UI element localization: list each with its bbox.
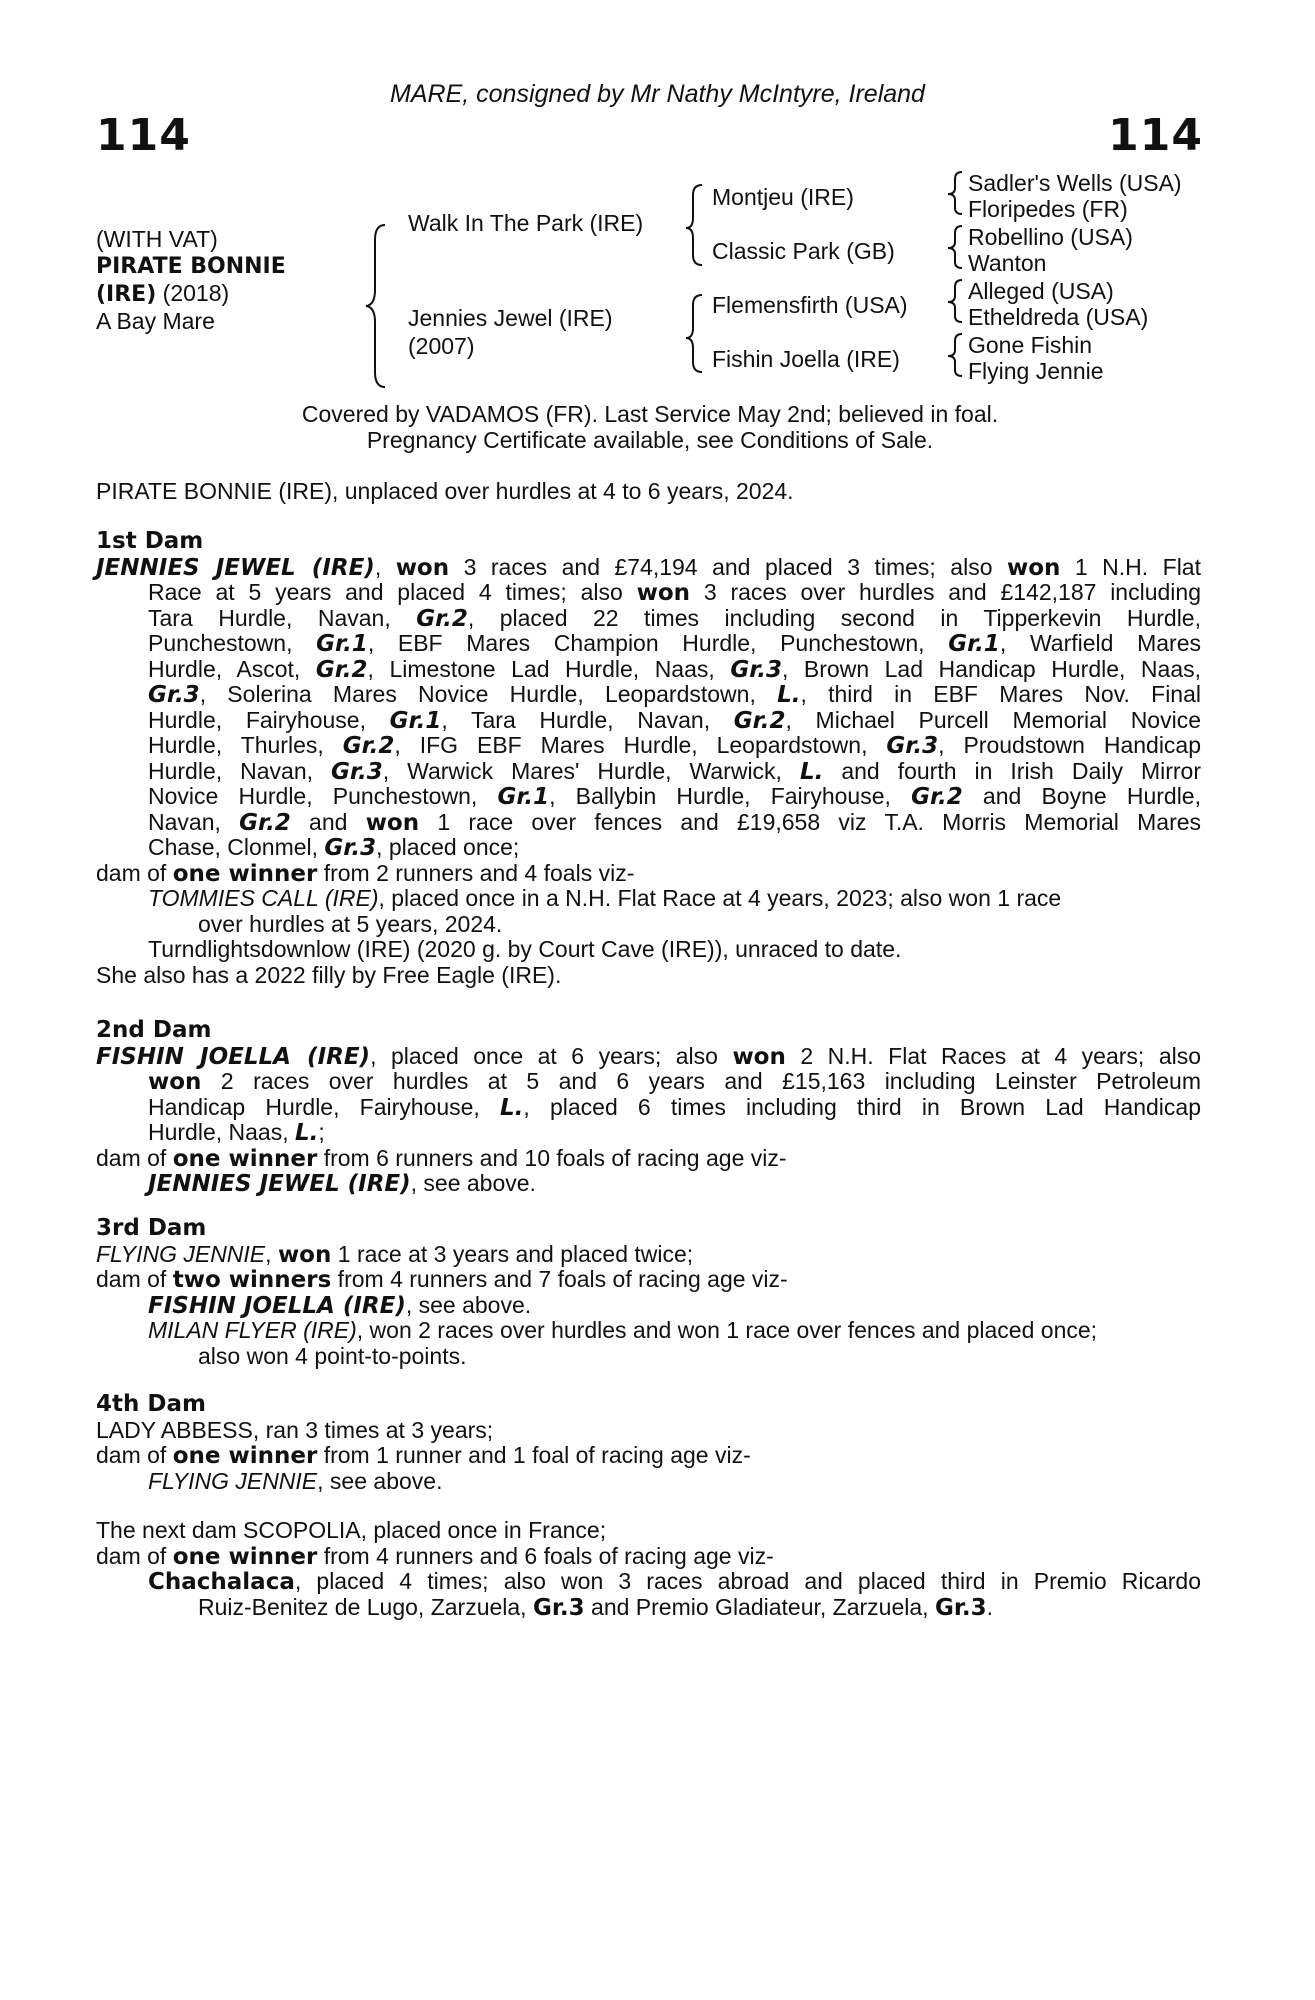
grade-label: Gr.2 (342, 733, 395, 759)
winner-count: one winner (172, 1145, 318, 1172)
text-fragment: , see above. (410, 1170, 536, 1196)
second-dam-heading: 2nd Dam (96, 1017, 212, 1043)
gen4-brace-3 (948, 280, 962, 322)
text-fragment: , Proudstown Handicap (938, 732, 1202, 758)
grade-label: Gr.2 (315, 656, 368, 683)
progeny-entry (96, 1469, 1201, 1495)
text-fragment: dam of (96, 859, 173, 886)
text-fragment: , placed 6 times including third in Brown Lad Handicap (523, 1093, 1201, 1120)
text-fragment: Ruiz-Benitez de Lugo, Zarzuela, (198, 1593, 533, 1620)
text-fragment: dam of (96, 1442, 173, 1468)
progeny-entry (96, 1171, 1201, 1197)
second-dam-progeny-summary (96, 1146, 1201, 1172)
text-fragment: Navan, (148, 808, 240, 835)
first-dam-line (96, 733, 1201, 759)
grade-label: Gr.3 (331, 758, 383, 785)
grade-label: Gr.3 (934, 1594, 987, 1621)
text-fragment: , Warwick Mares' Hurdle, Warwick, (382, 757, 800, 784)
pedigree-gen4-2: Floripedes (FR) (968, 196, 1128, 222)
first-dam-line (96, 657, 1201, 683)
horse-name: PIRATE BONNIE (96, 254, 286, 279)
pedigree-dam-year: (2007) (408, 333, 475, 359)
fourth-dam-section (96, 1392, 1201, 1494)
text-fragment: , see above. (405, 1291, 532, 1318)
next-dam-progeny-summary (96, 1544, 1201, 1570)
second-dam-line (96, 1120, 1201, 1146)
text-fragment: Punchestown, (148, 630, 317, 656)
text-fragment: dam of (96, 1542, 173, 1569)
horse-country: (IRE) (96, 282, 157, 307)
text-fragment: ; (318, 1119, 325, 1145)
text-fragment: Handicap Hurdle, Fairyhouse, (148, 1093, 500, 1120)
text-fragment: , EBF Mares Champion Hurdle, Punchestown, (367, 630, 949, 656)
covered-line-1: Covered by VADAMOS (FR). Last Service May 2nd; believed in foal. (301, 401, 999, 427)
won-label: won (365, 809, 420, 836)
third-dam-progeny-summary (96, 1267, 1201, 1293)
text-fragment: Tara Hurdle, Navan, (148, 604, 417, 631)
grade-label: Gr.3 (730, 656, 782, 683)
progeny-entry (96, 886, 1201, 912)
progeny-name: FISHIN JOELLA (IRE) (148, 1292, 406, 1319)
winner-count: two winners (172, 1267, 332, 1293)
text-fragment: and Premio Gladiateur, Zarzuela, (584, 1593, 935, 1620)
text-fragment: 2 N.H. Flat Races at 4 years; also (785, 1042, 1202, 1069)
text-fragment: , see above. (317, 1467, 443, 1494)
progeny-name: TOMMIES CALL (IRE) (148, 885, 379, 911)
text-fragment: , Limestone Lad Hurdle, Naas, (367, 655, 731, 682)
progeny-entry (96, 1293, 1201, 1319)
text-fragment: , placed once at 6 years; also (370, 1042, 733, 1069)
winner-count: one winner (172, 860, 318, 887)
first-dam-line (96, 784, 1201, 810)
winner-count: one winner (172, 1543, 318, 1570)
text-fragment: Hurdle, Fairyhouse, (148, 706, 390, 733)
text-fragment: , Ballybin Hurdle, Fairyhouse, (549, 783, 912, 809)
first-dam-line (96, 606, 1201, 632)
listed-label: L. (500, 1094, 524, 1121)
pedigree-gen4-1: Sadler's Wells (USA) (968, 170, 1182, 196)
listed-label: L. (799, 758, 824, 785)
text-fragment: Novice Hurdle, Punchestown, (148, 783, 498, 809)
first-dam-heading: 1st Dam (96, 528, 204, 554)
text-fragment: , (265, 1240, 278, 1267)
fourth-dam-line: LADY ABBESS, ran 3 times at 3 years; (96, 1416, 494, 1443)
first-dam-line (96, 580, 1201, 606)
won-label: won (636, 580, 691, 606)
pedigree-dam-sire: Flemensfirth (USA) (712, 292, 908, 318)
pedigree-gen4-7: Gone Fishin (968, 332, 1093, 358)
text-fragment: , Solerina Mares Novice Hurdle, Leopardstown, (199, 681, 778, 707)
grade-label: Gr.3 (886, 733, 939, 759)
text-fragment: 1 race at 3 years and placed twice; (331, 1240, 694, 1267)
first-dam-line (96, 759, 1201, 785)
text-fragment: Chase, Clonmel, (148, 834, 325, 860)
won-label: won (395, 554, 450, 581)
third-dam-section (96, 1216, 1201, 1369)
text-fragment: . (986, 1593, 994, 1620)
progeny-name: MILAN FLYER (IRE) (148, 1317, 357, 1343)
text-fragment: and fourth in Irish Daily Mirror (823, 757, 1201, 784)
progeny-name: Chachalaca (148, 1569, 295, 1595)
progeny-name: JENNIES JEWEL (IRE) (148, 1171, 411, 1197)
main-brace (366, 225, 385, 387)
first-dam-line (96, 708, 1201, 734)
won-label: won (1006, 554, 1061, 581)
second-dam-section (96, 1018, 1201, 1197)
covered-notice (0, 402, 1300, 453)
grade-label: Gr.3 (532, 1594, 585, 1621)
grade-label: Gr.2 (733, 707, 786, 734)
text-fragment: , placed once in a N.H. Flat Race at 4 years, 2023; also won 1 race (378, 885, 1062, 911)
pedigree-sire-dam: Classic Park (GB) (712, 238, 895, 264)
first-dam-also-note: She also has a 2022 filly by Free Eagle (IRE). (96, 961, 562, 988)
first-dam-progeny-summary (96, 861, 1201, 887)
text-fragment: Race at 5 years and placed 4 times; also (148, 579, 637, 605)
text-fragment: and (290, 808, 366, 835)
text-fragment: from 4 runners and 6 foals of racing age viz- (317, 1542, 774, 1569)
third-dam-line (96, 1242, 1201, 1268)
pedigree-sire: Walk In The Park (IRE) (408, 210, 644, 236)
first-dam-line (96, 682, 1201, 708)
text-fragment: and Boyne Hurdle, (962, 783, 1201, 809)
lot-number-right: 114 (1108, 110, 1203, 161)
vat-label: (WITH VAT) (96, 226, 218, 252)
gen4-brace-1 (948, 172, 962, 214)
first-dam-section (96, 529, 1201, 988)
text-fragment: 1 race over fences and £19,658 viz T.A. Morris Memorial Mares (419, 808, 1202, 835)
text-fragment: , Tara Hurdle, Navan, (441, 706, 734, 733)
text-fragment: , won 2 races over hurdles and won 1 race over fences and placed once; (356, 1317, 1098, 1343)
grade-label: Gr.2 (239, 809, 291, 836)
next-dam-line: The next dam SCOPOLIA, placed once in France; (96, 1517, 607, 1543)
text-fragment: , IFG EBF Mares Hurdle, Leopardstown, (394, 732, 887, 758)
text-fragment: Hurdle, Naas, (148, 1119, 296, 1145)
pedigree-gen4-4: Wanton (968, 250, 1047, 276)
text-fragment: Hurdle, Navan, (148, 757, 332, 784)
gen4-brace-2 (948, 226, 962, 268)
winner-count: one winner (172, 1443, 318, 1469)
text-fragment: , placed 4 times; also won 3 races abroad and placed third in Premio Ricardo (294, 1568, 1201, 1594)
text-fragment: , Brown Lad Handicap Hurdle, Naas, (782, 655, 1202, 682)
text-fragment: , placed once; (376, 834, 520, 860)
text-fragment: from 6 runners and 10 foals of racing age viz- (317, 1144, 787, 1171)
second-dam-line (96, 1044, 1201, 1070)
text-fragment: , Warfield Mares (999, 630, 1201, 656)
second-dam-name: FISHIN JOELLA (IRE) (96, 1043, 371, 1070)
progeny-entry (96, 1569, 1201, 1595)
grade-label: Gr.3 (148, 682, 200, 708)
horse-year: (2018) (156, 280, 230, 306)
text-fragment: 3 races over hurdles and £142,187 including (690, 579, 1201, 605)
sire-brace (686, 185, 702, 265)
grade-label: Gr.3 (324, 835, 377, 861)
lot-number-left: 114 (96, 110, 191, 161)
first-dam-line: JENNIES JEWEL (IRE), won 3 races and £74,194 and placed 3 times; also won 1 N.H. Flat (96, 553, 1201, 581)
dam-brace (686, 295, 702, 372)
consignor-text: MARE, consigned by Mr Nathy McIntyre, Ireland (390, 80, 925, 108)
first-dam-line (96, 810, 1201, 836)
second-dam-line (96, 1095, 1201, 1121)
covered-line-2: Pregnancy Certificate available, see Conditions of Sale. (366, 426, 934, 453)
fourth-dam-progeny-summary (96, 1443, 1201, 1469)
horse-description: A Bay Mare (96, 308, 215, 334)
progeny-continuation (96, 1595, 1201, 1621)
intro-line (96, 479, 1201, 505)
text-fragment: Hurdle, Ascot, (148, 655, 316, 682)
pedigree-gen4-6: Etheldreda (USA) (968, 304, 1149, 330)
won-label: won (732, 1043, 786, 1070)
text-fragment: , third in EBF Mares Nov. Final (800, 681, 1201, 707)
text-fragment: Hurdle, Thurles, (148, 732, 343, 758)
gen4-brace-4 (948, 334, 962, 376)
grade-label: Gr.1 (316, 631, 368, 657)
fourth-dam-heading: 4th Dam (96, 1391, 206, 1417)
text-fragment: dam of (96, 1266, 173, 1292)
grade-label: Gr.2 (911, 784, 963, 810)
text-fragment: 1 N.H. Flat (1060, 553, 1201, 580)
intro-text: PIRATE BONNIE (IRE), unplaced over hurdles at 4 to 6 years, 2024. (96, 478, 794, 504)
grade-label: Gr.2 (416, 605, 468, 632)
next-dam-section (96, 1518, 1201, 1620)
text-fragment: 2 races over hurdles at 5 and 6 years and £15,163 including Leinster Petroleum (201, 1068, 1201, 1094)
third-dam-name: FLYING JENNIE (96, 1240, 266, 1267)
text-fragment: from 1 runner and 1 foal of racing age viz- (317, 1442, 751, 1468)
first-dam-line (96, 835, 1201, 861)
pedigree-gen4-5: Alleged (USA) (968, 278, 1114, 304)
pedigree-dam: Jennies Jewel (IRE) (408, 305, 613, 331)
listed-label: L. (295, 1120, 319, 1146)
third-dam-heading: 3rd Dam (96, 1215, 207, 1241)
progeny-entry (96, 1318, 1201, 1344)
pedigree-sire-sire: Montjeu (IRE) (712, 184, 854, 210)
pedigree-gen4-8: Flying Jennie (968, 358, 1104, 384)
pedigree-gen4-3: Robellino (USA) (968, 224, 1133, 250)
text-fragment: from 2 runners and 4 foals viz- (317, 859, 635, 886)
second-dam-line (96, 1069, 1201, 1095)
text-fragment: , placed 22 times including second in Tipperkevin Hurdle, (467, 604, 1201, 631)
text-fragment: , Michael Purcell Memorial Novice (785, 706, 1202, 733)
progeny-continuation: also won 4 point-to-points. (198, 1342, 467, 1369)
listed-label: L. (777, 682, 801, 708)
text-fragment: 3 races and £74,194 and placed 3 times; also (449, 553, 1007, 580)
grade-label: Gr.1 (948, 631, 1000, 657)
text-fragment: from 4 runners and 7 foals of racing age viz- (331, 1266, 788, 1292)
won-label: won (148, 1069, 202, 1095)
progeny-entry: Turndlightsdownlow (IRE) (2020 g. by Court Cave (IRE)), unraced to date. (148, 936, 902, 962)
grade-label: Gr.1 (389, 707, 442, 734)
progeny-name: FLYING JENNIE (148, 1467, 318, 1494)
text-fragment: dam of (96, 1144, 173, 1171)
progeny-continuation: over hurdles at 5 years, 2024. (198, 910, 503, 937)
won-label: won (277, 1241, 332, 1268)
first-dam-line (96, 631, 1201, 657)
first-dam-name: JENNIES JEWEL (IRE) (96, 554, 375, 581)
grade-label: Gr.1 (497, 784, 550, 810)
pedigree-dam-dam: Fishin Joella (IRE) (712, 346, 900, 372)
